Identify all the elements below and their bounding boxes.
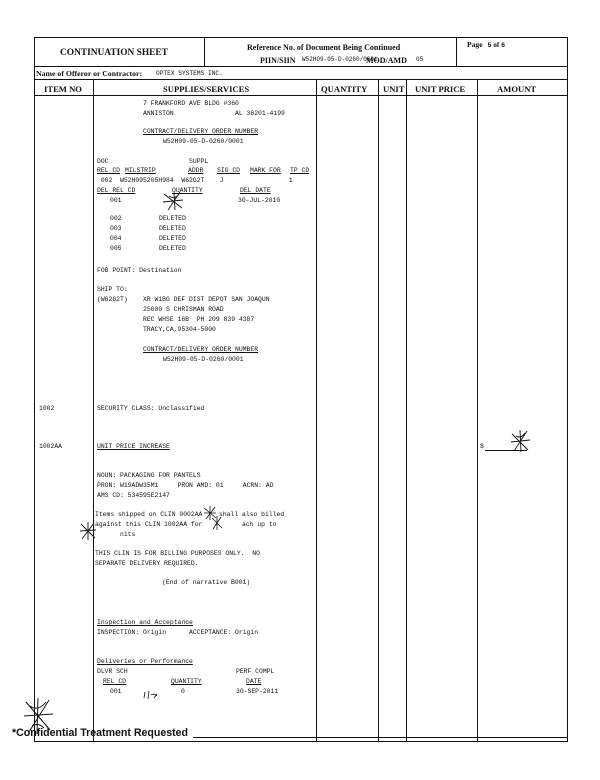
header-divider-2 (456, 37, 457, 67)
ship-line-1: XR W1BG DEF DIST DEPOT SAN JOAQUN (143, 296, 270, 303)
redaction-mark-amount (508, 428, 532, 454)
handwritten-scribble (142, 689, 160, 701)
dlvr-row-date: 30-SEP-2011 (236, 688, 279, 695)
deleted-status-3: DELETED (159, 235, 186, 242)
ship-line-4: TRACY,CA,95304-5000 (143, 326, 216, 333)
dlvr-header-relcd: REL CD (103, 678, 127, 685)
mod-value: 05 (416, 56, 424, 63)
contract-heading-2: CONTRACT/DELIVERY ORDER NUMBER (143, 346, 259, 353)
page-total: 6 (501, 42, 506, 49)
contract-heading-1: CONTRACT/DELIVERY ORDER NUMBER (143, 128, 259, 135)
items-line-3: nits (120, 531, 136, 538)
piin-label: PIIN/SIIN (260, 56, 296, 65)
security-class: SECURITY CLASS: Unclassified (97, 405, 205, 412)
mod-label: MOD/AMD (366, 56, 407, 65)
footer-rule (193, 737, 568, 738)
inspection-line: INSPECTION: Origin ACCEPTANCE: Origin (97, 629, 259, 636)
header-divider-1 (204, 37, 205, 67)
col-supplies: SUPPLIES/SERVICES (163, 84, 250, 94)
col-quantity: QUANTITY (321, 84, 368, 94)
dlvr-header-quantity: QUANTITY (171, 678, 202, 685)
deleted-cd-4: 005 (110, 245, 122, 252)
page-label: Page (467, 40, 483, 49)
address-line-1: 7 FRANKFORD AVE BLDG #360 (143, 100, 239, 107)
items-line-1: Items shipped on CLIN 0002AA (95, 511, 203, 518)
header-top-rule (34, 37, 568, 38)
doc-row: 002 W52H095205H984 W62G2T J 1 (97, 177, 293, 184)
offeror-value: OPTEX SYSTEMS INC. (156, 70, 223, 77)
ship-line-2: 25600 S CHRISMAN ROAD (143, 306, 224, 313)
unit-price-increase: UNIT PRICE INCREASE (97, 443, 170, 450)
items-line-2: against this CLIN 1002AA for (95, 521, 203, 528)
deleted-cd-2: 003 (110, 225, 122, 232)
doc-header-tpcd: TP CD (290, 167, 310, 174)
page-of: of (493, 41, 500, 49)
col-unit-price: UNIT PRICE (415, 84, 466, 94)
col-unit: UNIT (383, 84, 405, 94)
doc-header-milstrip: MILSTRIP (125, 167, 156, 174)
doc-header-sigcd: SIG CD (217, 167, 241, 174)
doc-header-1: DOC SUPPL (97, 158, 209, 165)
fob-point: FOB POINT: Destination (97, 267, 182, 274)
dlvr-row-qty: 0 (181, 688, 185, 695)
items-line-2b: ach up to (242, 521, 277, 528)
deleted-status-1: DELETED (159, 215, 186, 222)
del-header-quantity: QUANTITY (172, 187, 203, 194)
right-border (567, 37, 568, 742)
col-item-no: ITEM NO (44, 84, 82, 94)
left-border (34, 37, 35, 742)
contract-number-2: W52H09-05-D-0260/0001 (163, 356, 244, 363)
col-divider-unitprice (477, 79, 478, 742)
deleted-cd-1: 002 (110, 215, 122, 222)
noun-line: NOUN: PACKAGING FOR PANTELS (97, 472, 201, 479)
del-row-cd: 001 (110, 197, 122, 204)
dlvr-header-sch: DLVR SCH (97, 668, 128, 675)
deleted-status-4: DELETED (159, 245, 186, 252)
del-row-date: 30-JUL-2010 (238, 197, 281, 204)
pron-line: PRON: W19ADW35M1 PRON AMD: 01 ACRN: AD (97, 482, 274, 489)
items-line-1b: shall also billed (219, 511, 285, 518)
deleted-status-2: DELETED (159, 225, 186, 232)
dlvr-row-cd: 001 (110, 688, 122, 695)
inspection-heading: Inspection and Acceptance (97, 619, 193, 626)
col-amount: AMOUNT (497, 84, 537, 94)
end-narrative: (End of narrative B001) (162, 579, 251, 586)
offeror-label: Name of Offeror or Contractor: (36, 69, 143, 78)
billing-line-2: SEPARATE DELIVERY REQUIRED. (95, 560, 199, 567)
col-divider-unit (406, 79, 407, 742)
piin-value: W52H09-05-D-0260/0001 (302, 56, 378, 63)
redaction-mark-items-2 (210, 515, 224, 531)
doc-header-markfor: MARK FOR (250, 167, 281, 174)
col-divider-supplies (316, 79, 317, 742)
reference-label: Reference No. of Document Being Continued (247, 43, 401, 52)
deliveries-heading: Deliveries or Performance (97, 658, 193, 665)
col-divider-quantity (378, 79, 379, 742)
header-bottom-rule (34, 66, 568, 67)
offeror-bottom-rule (34, 79, 568, 80)
sheet-title: CONTINUATION SHEET (60, 48, 168, 58)
ship-line-3: REC WHSE 16B PH 209 839 4387 (143, 316, 255, 323)
table-bottom-rule (34, 741, 568, 742)
deleted-cd-3: 004 (110, 235, 122, 242)
ship-to-code: (W62G2T) (97, 296, 128, 303)
col-divider-item (93, 79, 94, 742)
page-number: 5 (487, 42, 492, 49)
contract-number-1: W52H09-05-D-0260/0001 (163, 138, 244, 145)
address-line-2: ANNISTON AL 36201-4199 (143, 110, 285, 117)
doc-header-addr: ADDR (188, 167, 204, 174)
ams-line: AMS CD: 534595E2147 (97, 492, 170, 499)
page-indicator (467, 40, 505, 51)
columns-bottom-rule (34, 95, 568, 96)
ship-to-label: SHIP TO: (97, 286, 128, 293)
doc-header-relcd: REL CD (97, 167, 121, 174)
item-no-1002aa: 1002AA (39, 443, 63, 450)
redaction-mark-margin (78, 520, 98, 542)
item-no-1002: 1002 (39, 405, 55, 412)
amount-symbol: $ (480, 443, 484, 450)
dlvr-header-perf: PERF COMPL (236, 668, 275, 675)
del-header-relcd: DEL REL CD (97, 187, 136, 194)
del-header-date: DEL DATE (240, 187, 271, 194)
confidential-note: *Confidential Treatment Requested (12, 727, 189, 739)
dlvr-header-date: DATE (246, 678, 262, 685)
billing-line-1: THIS CLIN IS FOR BILLING PURPOSES ONLY. NO (95, 550, 260, 557)
redaction-mark-quantity (160, 190, 186, 212)
